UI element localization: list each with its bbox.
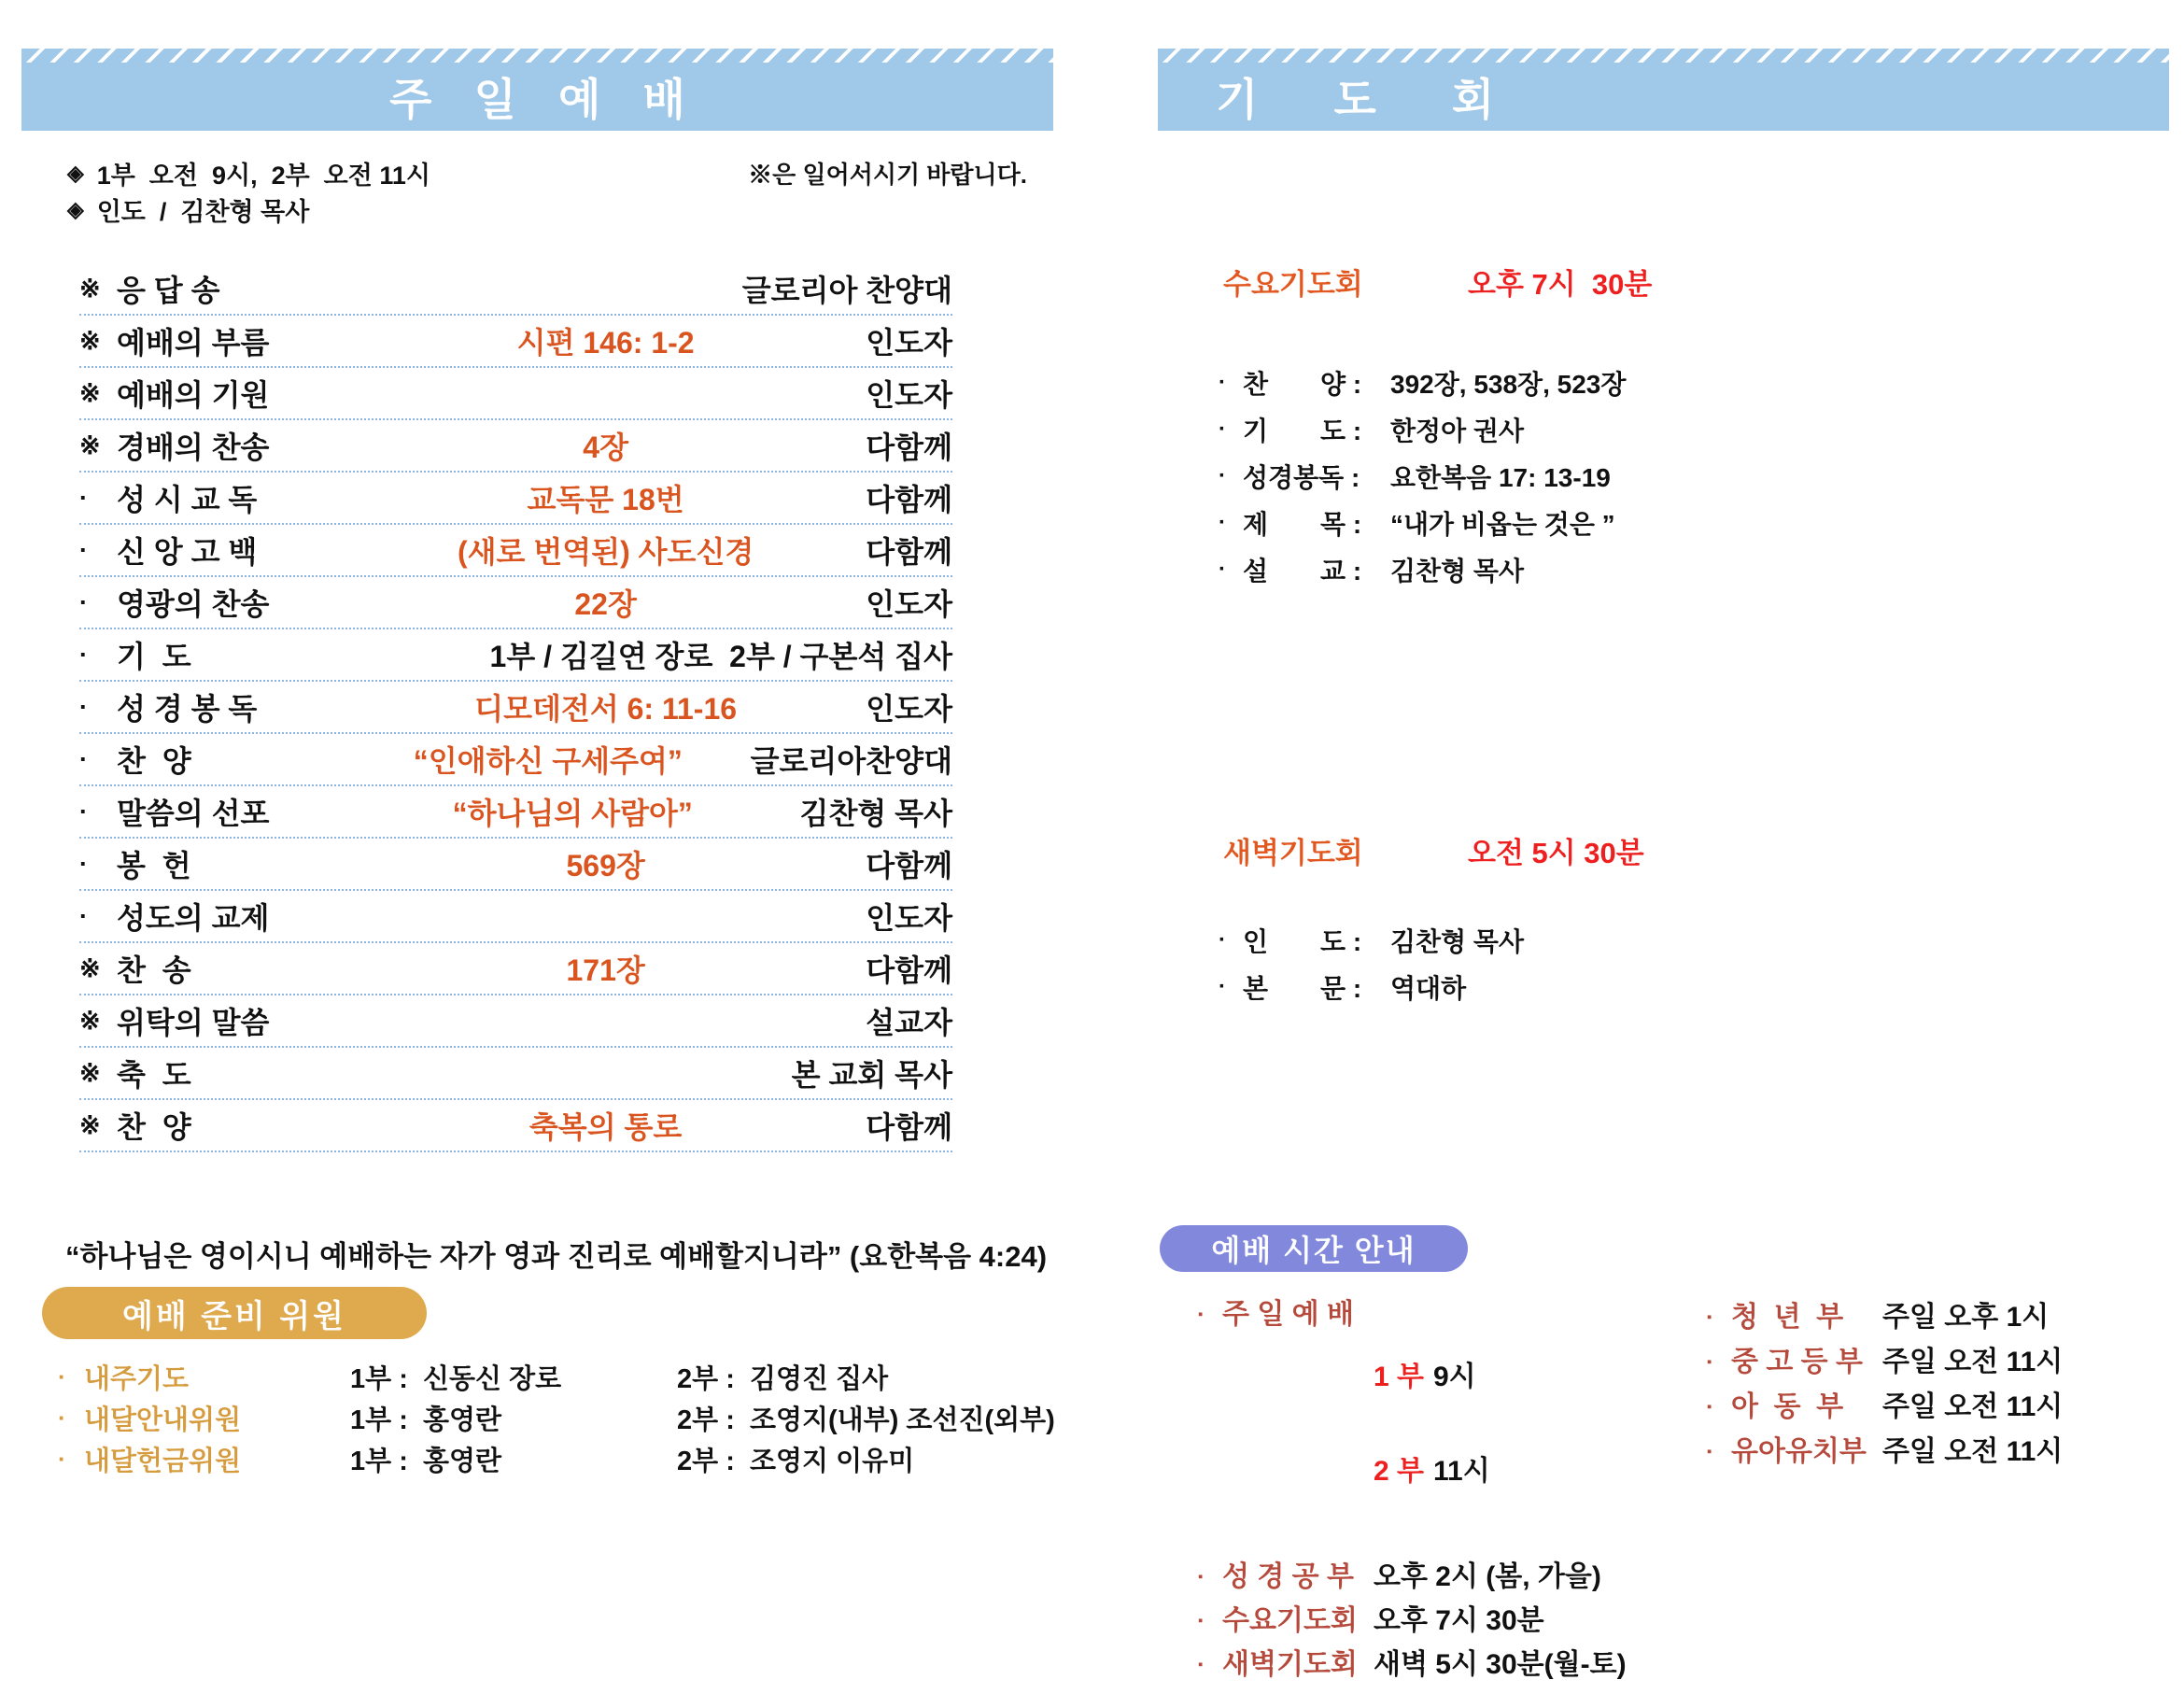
order-row [79, 734, 952, 786]
row-participant: 1부 / 김길연 장로 2부 / 구본석 집사 [489, 640, 952, 673]
detail-row [1219, 964, 1524, 1010]
row-label: 축 도 [117, 1058, 191, 1092]
order-row [79, 316, 952, 368]
schedule-row [1707, 1392, 2174, 1422]
row-participant: 본 교회 목사 [791, 1058, 952, 1092]
order-row [79, 943, 952, 995]
row-detail: 4장 [583, 431, 628, 464]
row-label: 찬 송 [117, 953, 191, 987]
schedule-row [1198, 1300, 1702, 1548]
part2-assignee: 2부 : 김영진 집사 [677, 1363, 889, 1394]
row-marker: · [79, 849, 88, 878]
row-label: 봉 헌 [117, 849, 191, 882]
order-of-worship-list [79, 263, 952, 1152]
service-leader-text: 인도 / 김찬형 목사 [96, 198, 310, 226]
detail-row [1219, 360, 1626, 406]
diamond-icon: ◈ [67, 197, 84, 221]
row-marker: ▪ [1198, 1569, 1204, 1585]
schedule-row [1198, 1562, 1702, 1592]
row-marker: ※ [79, 378, 101, 407]
row-marker: · [79, 483, 88, 512]
order-row [79, 786, 952, 839]
service-leader-info-line [67, 191, 309, 228]
schedule-row [1707, 1348, 2174, 1377]
committee-row [58, 1356, 1094, 1397]
detail-label: 인 도 : [1243, 927, 1362, 956]
row-detail: 22장 [574, 587, 637, 621]
row-marker: · [58, 1362, 66, 1390]
order-row [79, 995, 952, 1048]
row-participant: 다함께 [866, 431, 952, 464]
row-marker: · [79, 692, 88, 721]
row-label: 기 도 [117, 640, 191, 673]
order-row [79, 368, 952, 420]
row-participant: 인도자 [866, 587, 952, 621]
row-marker: ※ [79, 1110, 101, 1139]
part1-time-line [1374, 1360, 1490, 1394]
detail-value: 역대하 [1390, 974, 1467, 1003]
schedule-label: 유아유치부 [1731, 1436, 1867, 1467]
row-marker: · [79, 901, 88, 930]
schedule-label: 성 경 공 부 [1222, 1561, 1354, 1592]
schedule-value: 주일 오전 11시 [1882, 1347, 2064, 1377]
row-participant: 인도자 [866, 378, 952, 412]
schedule-label: 아 동 부 [1731, 1391, 1844, 1422]
hatch-stripe-pattern [21, 49, 1053, 63]
row-detail: “하나님의 사람아” [452, 797, 693, 830]
prayer-meeting-title: 기 도 회 [1216, 75, 1527, 124]
wednesday-prayer-title: 수요기도회 [1223, 268, 1363, 301]
row-participant: 글로리아 찬양대 [741, 274, 952, 307]
row-marker: ※ [79, 274, 101, 303]
order-row [79, 420, 952, 473]
row-participant: 김찬형 목사 [799, 797, 952, 830]
row-label: 찬 양 [117, 1110, 191, 1144]
row-marker: · [1219, 463, 1226, 488]
worship-times-right-column [1707, 1303, 2174, 1482]
part2-assignee: 2부 : 조영지 이유미 [677, 1446, 915, 1476]
row-marker: · [79, 535, 88, 564]
row-detail: 디모데전서 6: 11-16 [474, 692, 738, 726]
service-time-info-line [67, 155, 1027, 191]
schedule-value: 주일 오후 1시 [1882, 1302, 2050, 1333]
prayer-meeting-header-band [1158, 49, 2169, 131]
hatch-stripe-pattern [1158, 49, 2169, 63]
row-label: 찬 양 [117, 744, 191, 778]
diamond-icon: ◈ [67, 161, 84, 185]
committee-role: 내달헌금위원 [84, 1446, 242, 1476]
row-marker: ※ [79, 326, 101, 355]
part2-label: 2 부 [1374, 1456, 1424, 1487]
schedule-row [1707, 1303, 2174, 1333]
row-marker: ▪ [1198, 1613, 1204, 1629]
committee-heading-pill: 예배 준비 위원 [42, 1287, 427, 1339]
row-marker: · [1219, 557, 1226, 582]
row-marker: ▪ [1707, 1399, 1712, 1415]
schedule-label: 청 년 부 [1731, 1302, 1844, 1333]
schedule-value: 새벽 5시 30분(월-토) [1374, 1649, 1627, 1680]
row-marker: ※ [79, 1058, 101, 1087]
row-detail: 시편 146: 1-2 [516, 326, 695, 360]
row-participant: 다함께 [866, 1110, 952, 1144]
row-label: 위탁의 말씀 [117, 1006, 270, 1039]
row-label: 예배의 부름 [117, 326, 270, 360]
row-detail: (새로 번역된) 사도신경 [457, 535, 754, 569]
row-marker: · [1219, 510, 1226, 535]
row-label: 성 시 교 독 [117, 483, 258, 516]
order-row [79, 1048, 952, 1100]
detail-label: 찬 양 : [1243, 370, 1362, 399]
part1-assignee: 1부 : 홍영란 [350, 1405, 502, 1435]
row-participant: 다함께 [866, 953, 952, 987]
row-marker: ▪ [1198, 1306, 1204, 1322]
row-marker: ※ [79, 431, 101, 459]
detail-label: 설 교 : [1243, 557, 1362, 586]
row-detail: 교독문 18번 [527, 483, 684, 516]
schedule-label: 수요기도회 [1222, 1605, 1358, 1636]
part2-time: 11시 [1433, 1456, 1490, 1487]
worship-times-left-column [1198, 1300, 1702, 1694]
row-marker: · [79, 797, 88, 826]
worship-times-heading-pill: 예배 시간 안내 [1160, 1225, 1468, 1272]
row-participant: 다함께 [866, 535, 952, 569]
row-marker: · [79, 744, 88, 773]
sunday-worship-title: 주 일 예 배 [389, 75, 700, 124]
detail-label: 본 문 : [1243, 974, 1362, 1003]
row-marker: · [1219, 974, 1226, 999]
row-label: 말씀의 선포 [117, 797, 270, 830]
detail-value: 요한복음 17: 13-19 [1390, 463, 1611, 492]
detail-row [1219, 500, 1626, 546]
committee-row [58, 1438, 1094, 1479]
row-label: 영광의 찬송 [117, 587, 270, 621]
wednesday-prayer-time: 오후 7시 30분 [1468, 268, 1653, 301]
row-participant: 다함께 [866, 849, 952, 882]
detail-label: 기 도 : [1243, 416, 1362, 445]
order-row [79, 525, 952, 577]
wednesday-prayer-details [1219, 360, 1626, 593]
row-marker: ▪ [1707, 1309, 1712, 1325]
detail-value: 한정아 권사 [1390, 416, 1525, 445]
row-participant: 글로리아찬양대 [750, 744, 952, 778]
part1-assignee: 1부 : 홍영란 [350, 1446, 502, 1476]
dawn-prayer-time: 오전 5시 30분 [1468, 837, 1644, 869]
row-participant: 인도자 [866, 692, 952, 726]
row-detail: “인애하신 구세주여” [413, 744, 683, 778]
schedule-row [1198, 1606, 1702, 1636]
committee-role: 내달안내위원 [84, 1405, 242, 1435]
service-times-text: 1부 오전 9시, 2부 오전 11시 [96, 162, 430, 190]
row-marker: · [58, 1444, 66, 1473]
detail-value: 김찬형 목사 [1390, 927, 1525, 956]
row-marker: ▪ [1198, 1657, 1204, 1673]
dawn-prayer-details [1219, 917, 1524, 1010]
scripture-quote: “하나님은 영이시니 예배하는 자가 영과 진리로 예배할지니라” (요한복음 4:24) [65, 1240, 1048, 1273]
row-participant: 인도자 [866, 326, 952, 360]
row-marker: · [1219, 927, 1226, 953]
row-marker: · [79, 640, 88, 669]
part2-assignee: 2부 : 조영지(내부) 조선진(외부) [677, 1405, 1055, 1435]
row-marker: · [1219, 416, 1226, 442]
dawn-prayer-title: 새벽기도회 [1223, 837, 1363, 869]
part1-label: 1 부 [1374, 1362, 1424, 1392]
row-participant: 다함께 [866, 483, 952, 516]
detail-value: “내가 비옵는 것은 ” [1390, 510, 1615, 539]
row-label: 성 경 봉 독 [117, 692, 258, 726]
row-participant: 인도자 [866, 901, 952, 935]
order-row [79, 682, 952, 734]
schedule-value: 주일 오전 11시 [1882, 1391, 2064, 1422]
row-detail: 569장 [566, 849, 645, 882]
row-detail: 축복의 통로 [528, 1110, 683, 1144]
schedule-row [1198, 1650, 1702, 1680]
schedule-label: 주 일 예 배 [1222, 1299, 1354, 1330]
row-detail: 171장 [566, 953, 645, 987]
schedule-value: 오후 2시 (봄, 가을) [1374, 1561, 1601, 1592]
row-marker: ▪ [1707, 1354, 1712, 1370]
row-label: 응 답 송 [117, 274, 220, 307]
part2-time-line [1374, 1454, 1490, 1489]
row-participant: 설교자 [866, 1006, 952, 1039]
order-row [79, 577, 952, 629]
detail-value: 김찬형 목사 [1390, 557, 1525, 586]
detail-row [1219, 453, 1626, 500]
part1-time: 9시 [1433, 1362, 1476, 1392]
order-row [79, 1100, 952, 1152]
order-row [79, 629, 952, 682]
detail-label: 제 목 : [1243, 510, 1362, 539]
schedule-label: 새벽기도회 [1222, 1649, 1358, 1680]
schedule-value [1374, 1300, 1490, 1548]
row-marker: · [58, 1403, 66, 1432]
detail-label: 성경봉독 : [1243, 463, 1360, 492]
detail-row [1219, 546, 1626, 593]
schedule-value: 주일 오전 11시 [1882, 1436, 2064, 1467]
row-label: 경배의 찬송 [117, 431, 270, 464]
row-label: 성도의 교제 [117, 901, 270, 935]
detail-value: 392장, 538장, 523장 [1390, 370, 1627, 399]
stand-note: ※은 일어서시기 바랍니다. [748, 161, 1027, 189]
detail-row [1219, 917, 1524, 964]
order-row [79, 473, 952, 525]
row-label: 신 앙 고 백 [117, 535, 258, 569]
row-marker: ※ [79, 1006, 101, 1035]
order-row [79, 263, 952, 316]
order-row [79, 839, 952, 891]
row-marker: · [79, 587, 88, 616]
committee-role: 내주기도 [84, 1363, 190, 1394]
row-marker: ▪ [1707, 1444, 1712, 1460]
committee-row [58, 1397, 1094, 1438]
row-marker: · [1219, 370, 1226, 395]
row-marker: ※ [79, 953, 101, 982]
schedule-value: 오후 7시 30분 [1374, 1605, 1544, 1636]
detail-row [1219, 406, 1626, 453]
schedule-label: 중 고 등 부 [1731, 1347, 1863, 1377]
committee-list [58, 1356, 1094, 1479]
sunday-worship-header-band [21, 49, 1053, 131]
schedule-row [1707, 1437, 2174, 1467]
row-label: 예배의 기원 [117, 378, 270, 412]
part1-assignee: 1부 : 신동신 장로 [350, 1363, 562, 1394]
order-row [79, 891, 952, 943]
